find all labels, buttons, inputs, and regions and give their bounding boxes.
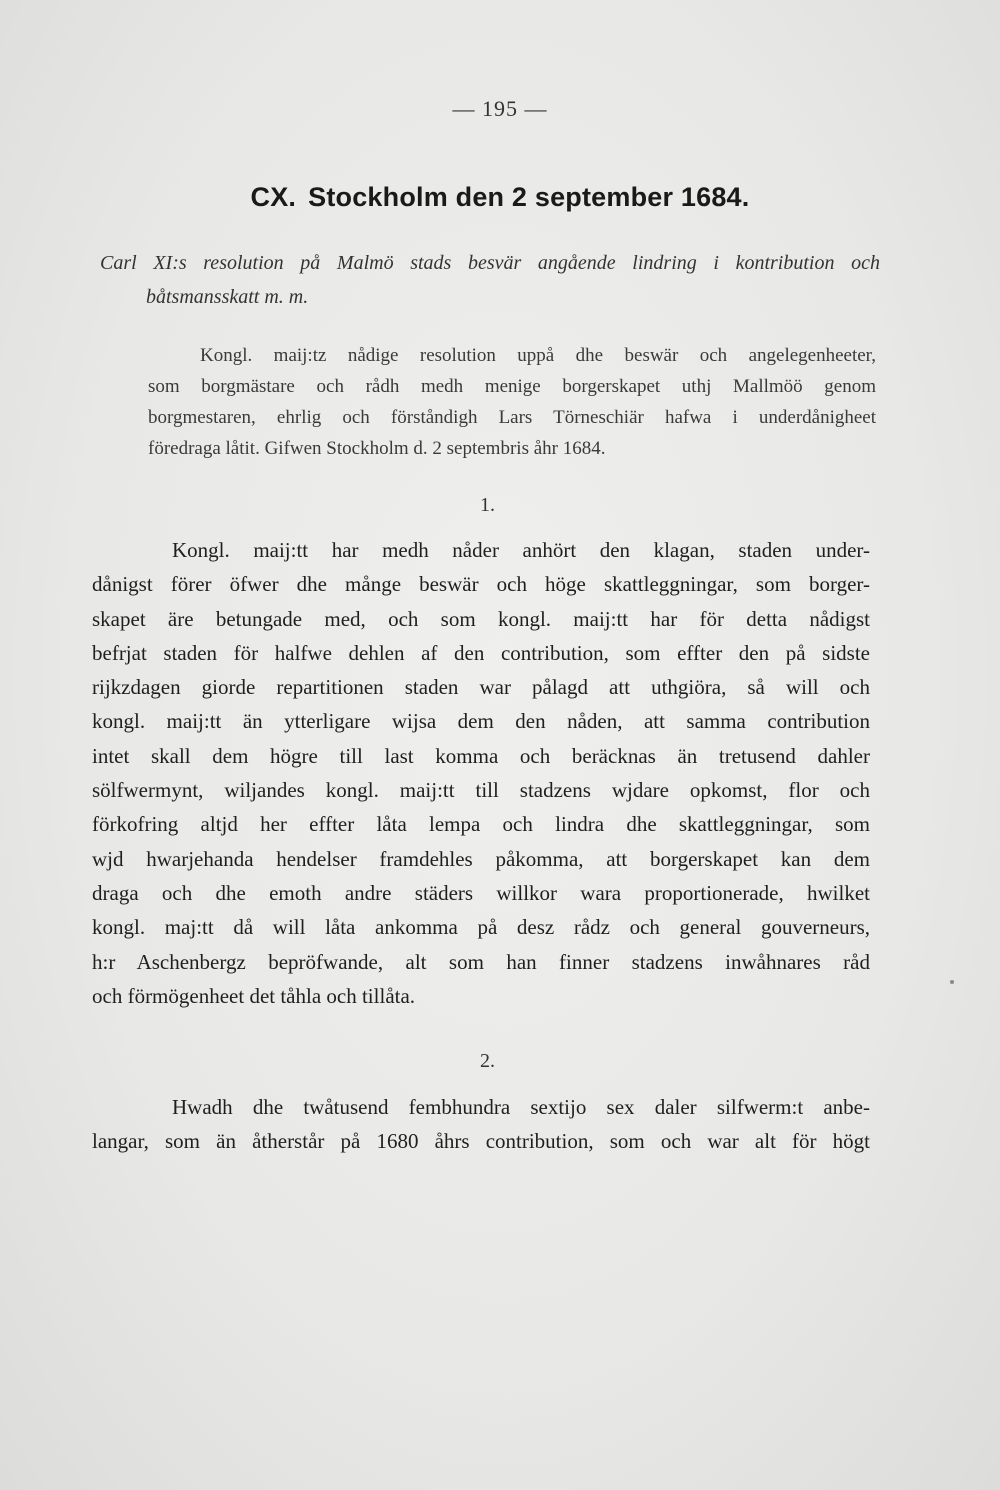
paragraph-line: kongl. maj:tt då will låta ankomma på desz rådz och general gouverneurs, xyxy=(92,915,870,940)
paragraph-line: befrjat staden för halfwe dehlen af den contribution, som effter den på sidste xyxy=(92,640,870,665)
heading-number: CX. xyxy=(250,182,297,212)
section-paragraph xyxy=(92,1090,870,1159)
intro-line: som borgmästare och rådh medh menige borgerskapet uthj Mallmöö genom xyxy=(148,376,876,397)
intro-paragraph xyxy=(148,340,876,464)
paragraph-line: Hwadh dhe twåtusend fembhundra sextijo sex daler silfwerm:t anbe- xyxy=(172,1095,870,1119)
paper-speck xyxy=(950,980,954,984)
intro-line: borgmestaren, ehrlig och förståndigh Lars Törneschiär hafwa i underdånigheet xyxy=(148,407,876,428)
document-subtitle xyxy=(100,246,880,314)
intro-line: Kongl. maij:tz nådige resolution uppå dhe beswär och angelegenheeter, xyxy=(200,345,876,366)
paragraph-line: Kongl. maij:tt har medh nåder anhört den klagan, staden under- xyxy=(172,538,870,562)
intro-line: föredraga låtit. Gifwen Stockholm d. 2 septembris åhr 1684. xyxy=(148,438,606,459)
paragraph-line: kongl. maij:tt än ytterligare wijsa dem den nåden, att samma contribution xyxy=(92,709,870,734)
section-paragraph xyxy=(92,533,870,1013)
paragraph-line: och förmögenheet det tåhla och tillåta. xyxy=(92,983,416,1008)
section-number: 1. xyxy=(480,494,495,516)
paragraph-line: h:r Aschenbergz bepröfwande, alt som han finner stadzens inwåhnares råd xyxy=(92,949,870,974)
subtitle-line: båtsmansskatt m. m. xyxy=(146,286,309,308)
heading-title: Stockholm den 2 september 1684. xyxy=(308,182,750,212)
paragraph-line: wjd hwarjehanda hendelser framdehles påkomma, att borgerskapet kan dem xyxy=(92,846,870,871)
paragraph-line: sölfwermynt, wiljandes kongl. maij:tt till stadzens wjdare opkomst, flor och xyxy=(92,778,870,803)
document-heading xyxy=(0,182,1000,213)
paragraph-line: förkofring altjd her effter låta lempa och lindra dhe skattleggningar, som xyxy=(92,812,870,837)
page-number: — 195 — xyxy=(452,96,548,121)
paragraph-line: rijkzdagen giorde repartitionen staden war pålagd att uthgiöra, så will och xyxy=(92,675,870,700)
subtitle-line: Carl XI:s resolution på Malmö stads besvär angående lindring i kontribution och xyxy=(100,252,880,274)
paragraph-line: skapet äre betungade med, och som kongl. maij:tt har för detta nådigst xyxy=(92,606,870,631)
paragraph-line: langar, som än åtherstår på 1680 åhrs contribution, som och war alt för högt xyxy=(92,1129,870,1154)
section-number: 2. xyxy=(480,1050,495,1072)
paragraph-line: draga och dhe emoth andre städers willkor wara proportionerade, hwilket xyxy=(92,880,870,905)
paragraph-line: intet skall dem högre till last komma och beräcknas än tretusend dahler xyxy=(92,743,870,768)
paragraph-line: dånigst förer öfwer dhe månge beswär och höge skattleggningar, som borger- xyxy=(92,572,870,597)
